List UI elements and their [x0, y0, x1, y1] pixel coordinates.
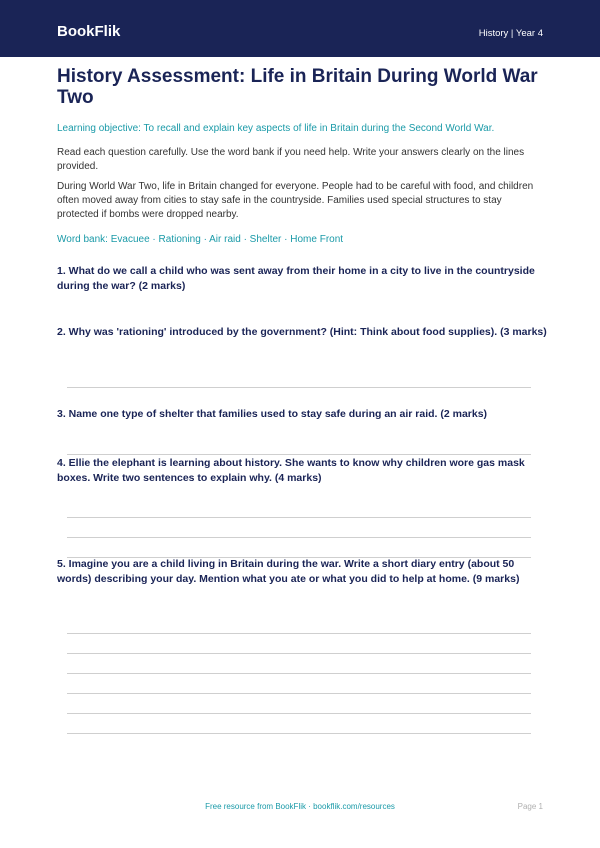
answer-line[interactable]: [67, 633, 531, 634]
intro-paragraph: During World War Two, life in Britain changed for everyone. People had to be careful with food, and children often moved away from cities to stay safe in the countryside. Families used special structures to stay protected if bombs were dropped nearby.: [57, 181, 534, 220]
answer-line[interactable]: [67, 454, 531, 455]
answer-line[interactable]: [67, 537, 531, 538]
answer-line[interactable]: [67, 517, 531, 518]
answer-line[interactable]: [67, 733, 531, 734]
answer-line[interactable]: [67, 693, 531, 694]
learning-objective: Learning objective: To recall and explain key aspects of life in Britain during the Second World War.: [57, 123, 495, 134]
question-3: 3. Name one type of shelter that families used to stay safe during an air raid. (2 marks): [57, 408, 488, 420]
question-2: 2. Why was 'rationing' introduced by the government? (Hint: Think about food supplies). (3 marks): [57, 326, 547, 338]
word-bank: Word bank: Evacuee · Rationing · Air raid · Shelter · Home Front: [57, 234, 344, 245]
question-1: 1. What do we call a child who was sent away from their home in a city to live in the countryside during the war? (2 marks): [57, 265, 535, 292]
answer-line[interactable]: [67, 387, 531, 388]
question-5: 5. Imagine you are a child living in Britain during the war. Write a short diary entry (about 50 words) describing your day. Mention what you ate or what you did to help at home. (9 marks): [57, 558, 520, 585]
answer-line[interactable]: [67, 653, 531, 654]
page-number: Page 1: [517, 802, 543, 811]
brand-logo[interactable]: BookFlik: [57, 23, 121, 40]
question-4: 4. Ellie the elephant is learning about history. She wants to know why children wore gas mask boxes. Write two sentences to explain why. (4 marks): [57, 457, 525, 484]
footer-resource-link[interactable]: Free resource from BookFlik · bookflik.com/resources: [205, 802, 395, 811]
instructions-text: Read each question carefully. Use the word bank if you need help. Write your answers clearly on the lines provided.: [57, 147, 525, 172]
page-title: History Assessment: Life in Britain During World War Two: [57, 66, 538, 108]
answer-line[interactable]: [67, 673, 531, 674]
subject-year-label: History | Year 4: [478, 28, 543, 39]
page-header: [0, 0, 600, 57]
answer-line[interactable]: [67, 713, 531, 714]
